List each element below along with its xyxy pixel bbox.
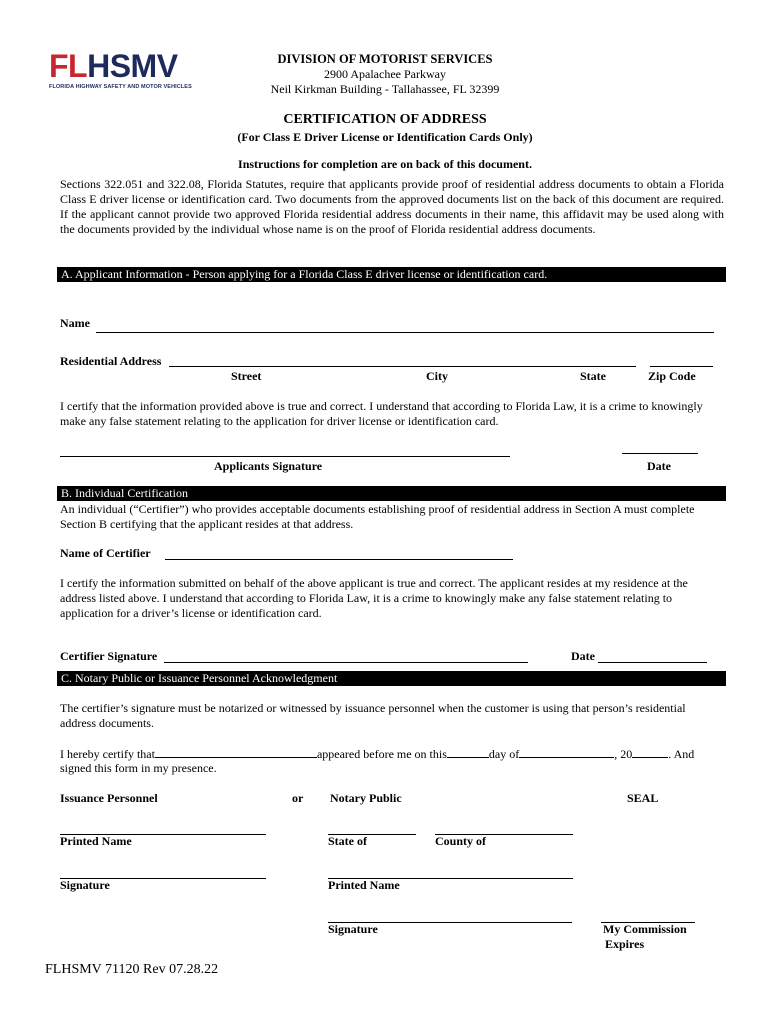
certifier-date-field[interactable] [598, 662, 707, 663]
residential-address-label: Residential Address [60, 354, 162, 368]
certify-text-1: I hereby certify that [60, 747, 155, 761]
day-field[interactable] [447, 746, 489, 758]
commission-label-line2: Expires [605, 937, 645, 951]
applicant-signature-label: Applicants Signature [214, 459, 323, 473]
notary-signature-label: Signature [328, 922, 378, 936]
state-of-label: State of [328, 834, 367, 848]
certify-text-4: , 20 [614, 747, 633, 761]
flhsmv-logo [49, 49, 199, 99]
logo-wordmark [49, 49, 199, 83]
residential-address-field[interactable] [169, 366, 636, 367]
form-number-footer: FLHSMV 71120 Rev 07.28.22 [45, 962, 219, 977]
applicant-date-field[interactable] [622, 453, 698, 454]
issuance-signature-label: Signature [60, 878, 110, 892]
division-title: DIVISION OF MOTORIST SERVICES [277, 52, 493, 66]
appearer-name-field[interactable] [155, 746, 317, 758]
logo-fl: FL [49, 48, 88, 84]
section-c-intro: The certifier’s signature must be notarized or witnessed by issuance personnel when the customer is using that person’s residential address documents. [60, 701, 686, 730]
name-field[interactable] [96, 332, 714, 333]
address-line-1: 2900 Apalachee Parkway [324, 67, 446, 81]
city-label: City [426, 369, 448, 383]
section-c-header: C. Notary Public or Issuance Personnel Acknowledgment [57, 671, 726, 686]
name-of-certifier-label: Name of Certifier [60, 546, 151, 560]
logo-hsmv: HSMV [87, 48, 178, 84]
certify-text-2: appeared before me on this [316, 747, 447, 761]
address-line-2: Neil Kirkman Building - Tallahassee, FL 32399 [270, 82, 500, 96]
applicant-certify-text: I certify that the information provided above is true and correct. I understand that according to Florida Law, it is a crime to knowingly make any false statement relating to the application for driver license or identification card. [60, 399, 703, 428]
notary-public-heading: Notary Public [330, 791, 402, 805]
form-title: CERTIFICATION OF ADDRESS [283, 112, 487, 127]
section-a-header: A. Applicant Information - Person applying for a Florida Class E driver license or identification card. [57, 267, 726, 282]
street-label: Street [231, 369, 262, 383]
certifier-signature-field[interactable] [164, 662, 528, 663]
name-label: Name [60, 316, 90, 330]
hereby-certify-line [60, 746, 724, 762]
certifier-certify-text: I certify the information submitted on behalf of the above applicant is true and correct. The applicant resides at my residence at the address listed above. I understand that according to Florida Law, it is a crime to knowingly make any false statement relating to application for a driver’s license or identification card. [60, 576, 688, 620]
state-label: State [580, 369, 606, 383]
seal-label: SEAL [627, 791, 659, 805]
name-of-certifier-field[interactable] [165, 559, 513, 560]
form-subtitle: (For Class E Driver License or Identification Cards Only) [237, 130, 533, 144]
section-b-header: B. Individual Certification [57, 486, 726, 501]
section-b-intro: An individual (“Certifier”) who provides acceptable documents establishing proof of residential address in Section A must complete Section B certifying that the applicant resides at that address. [60, 502, 695, 531]
or-text: or [292, 791, 304, 805]
intro-paragraph: Sections 322.051 and 322.08, Florida Statutes, require that applicants provide proof of residential address documents to obtain a Florida Class E driver license or identification card. Two documents from the approved documents list on the back of this document are required. If the applicant cannot provide two approved Florida residential address documents in their name, this affidavit may be used along with the documents provided by the individual whose name is on the proof of Florida residential address documents. [60, 177, 724, 236]
certify-text-3: day of [488, 747, 520, 761]
zip-code-field[interactable] [650, 366, 713, 367]
logo-tagline: FLORIDA HIGHWAY SAFETY AND MOTOR VEHICLES [49, 84, 192, 90]
instructions-note: Instructions for completion are on back of this document. [238, 157, 532, 171]
year-field[interactable] [632, 746, 668, 758]
signed-in-presence-text: signed this form in my presence. [60, 761, 217, 775]
month-field[interactable] [519, 746, 614, 758]
applicant-signature-field[interactable] [60, 456, 510, 457]
certifier-signature-label: Certifier Signature [60, 649, 158, 663]
zip-code-label: Zip Code [648, 369, 696, 383]
county-of-label: County of [435, 834, 487, 848]
certify-text-5: . And [668, 747, 695, 761]
applicant-date-label: Date [647, 459, 671, 473]
notary-printed-name-label: Printed Name [328, 878, 400, 892]
issuance-personnel-heading: Issuance Personnel [60, 791, 158, 805]
issuance-printed-name-label: Printed Name [60, 834, 132, 848]
commission-label-line1: My Commission [603, 922, 687, 936]
certifier-date-label: Date [571, 649, 595, 663]
